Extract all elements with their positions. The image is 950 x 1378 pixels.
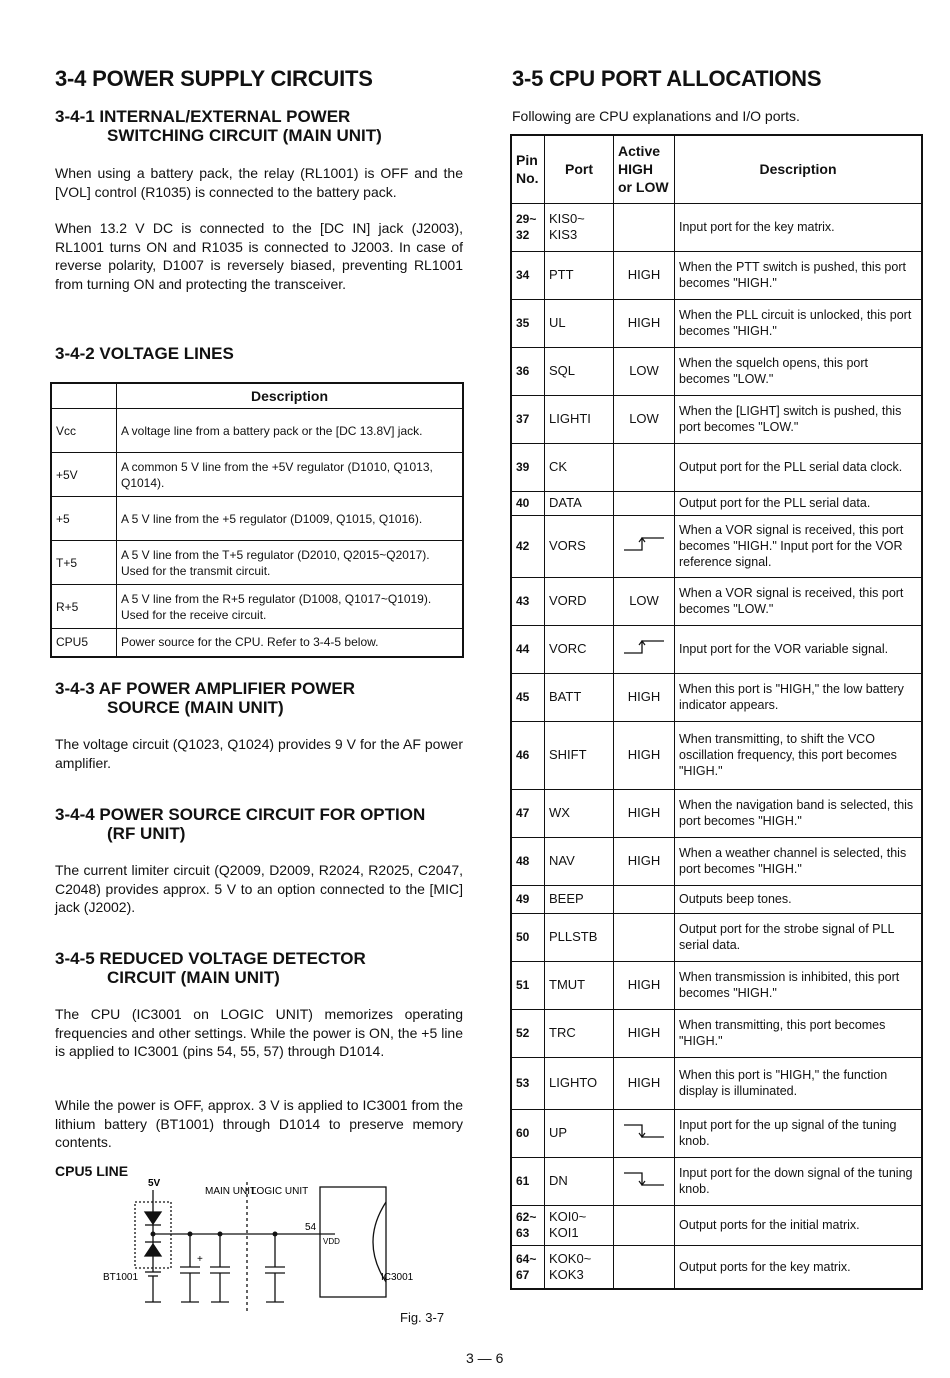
label-5v: 5V bbox=[148, 1178, 161, 1189]
port-name: CK bbox=[545, 443, 614, 491]
pin-number: 46 bbox=[511, 721, 545, 789]
table-row bbox=[511, 1109, 922, 1157]
title-line: 3-4-1 INTERNAL/EXTERNAL POWER bbox=[55, 107, 351, 126]
pin-number: 42 bbox=[511, 515, 545, 577]
subsection-title-3-4-5 bbox=[55, 949, 475, 987]
active-level bbox=[614, 913, 675, 961]
pin-number: 34 bbox=[511, 251, 545, 299]
falling-edge-icon bbox=[614, 1109, 675, 1157]
voltage-line-description: Power source for the CPU. Refer to 3-4-5 below. bbox=[117, 629, 464, 657]
table-row bbox=[511, 577, 922, 625]
active-level: LOW bbox=[614, 347, 675, 395]
pin-number: 45 bbox=[511, 673, 545, 721]
table-row bbox=[511, 789, 922, 837]
table-row bbox=[511, 1157, 922, 1205]
active-level: HIGH bbox=[614, 299, 675, 347]
port-name: VORD bbox=[545, 577, 614, 625]
paragraph: When using a battery pack, the relay (RL1001) is OFF and the [VOL] control (R1035) is connected to the battery pack. bbox=[55, 165, 463, 200]
title-line: CIRCUIT (MAIN UNIT) bbox=[107, 968, 280, 987]
table-row bbox=[511, 1057, 922, 1109]
port-name: UL bbox=[545, 299, 614, 347]
port-description: Output ports for the initial matrix. bbox=[675, 1205, 923, 1245]
figure-caption: Fig. 3-7 bbox=[400, 1310, 445, 1325]
title-line: 3-4-5 REDUCED VOLTAGE DETECTOR bbox=[55, 949, 366, 968]
table-row bbox=[511, 837, 922, 885]
active-level: HIGH bbox=[614, 961, 675, 1009]
port-description: Input port for the down signal of the tuning knob. bbox=[675, 1157, 923, 1205]
cpu-port-table bbox=[510, 134, 923, 1290]
section-title-3-4: 3-4 POWER SUPPLY CIRCUITS bbox=[55, 66, 373, 91]
voltage-line-description: A 5 V line from the R+5 regulator (D1008, Q1017~Q1019). Used for the receive circuit. bbox=[117, 585, 464, 629]
pin-number: 40 bbox=[511, 491, 545, 515]
table-header-row bbox=[51, 383, 463, 409]
label-main-unit: MAIN UNIT bbox=[205, 1186, 257, 1197]
voltage-line-name: T+5 bbox=[51, 541, 117, 585]
active-level: HIGH bbox=[614, 721, 675, 789]
active-level: HIGH bbox=[614, 1009, 675, 1057]
voltage-line-description: A voltage line from a battery pack or the [DC 13.8V] jack. bbox=[117, 409, 464, 453]
port-name: BEEP bbox=[545, 885, 614, 913]
port-name: TRC bbox=[545, 1009, 614, 1057]
port-name: DATA bbox=[545, 491, 614, 515]
pin-number: 47 bbox=[511, 789, 545, 837]
active-level bbox=[614, 1205, 675, 1245]
port-name: NAV bbox=[545, 837, 614, 885]
subsection-title-3-4-4 bbox=[55, 805, 475, 843]
table-row bbox=[511, 913, 922, 961]
port-description: Output ports for the key matrix. bbox=[675, 1245, 923, 1289]
label-pin-54: 54 bbox=[305, 1222, 317, 1233]
title-line: 3-4-4 POWER SOURCE CIRCUIT FOR OPTION bbox=[55, 805, 426, 824]
pin-number: 64~ 67 bbox=[511, 1245, 545, 1289]
port-description: Output port for the PLL serial data. bbox=[675, 491, 923, 515]
pin-number: 51 bbox=[511, 961, 545, 1009]
table-row bbox=[511, 721, 922, 789]
table-row bbox=[51, 497, 463, 541]
pin-number: 62~ 63 bbox=[511, 1205, 545, 1245]
title-line: SOURCE (MAIN UNIT) bbox=[107, 698, 284, 717]
table-header-cell: Description bbox=[117, 383, 464, 409]
port-name: VORS bbox=[545, 515, 614, 577]
table-row bbox=[511, 1245, 922, 1289]
port-description: When transmitting, to shift the VCO oscillation frequency, this port becomes "HIGH." bbox=[675, 721, 923, 789]
active-level: HIGH bbox=[614, 837, 675, 885]
table-row bbox=[511, 491, 922, 515]
active-level: HIGH bbox=[614, 789, 675, 837]
pin-number: 52 bbox=[511, 1009, 545, 1057]
voltage-line-description: A 5 V line from the +5 regulator (D1009, Q1015, Q1016). bbox=[117, 497, 464, 541]
paragraph: The voltage circuit (Q1023, Q1024) provides 9 V for the AF power amplifier. bbox=[55, 736, 463, 771]
paragraph: Following are CPU explanations and I/O ports. bbox=[512, 108, 800, 124]
paragraph: While the power is OFF, approx. 3 V is applied to IC3001 from the lithium battery (BT1001) through D1014 to preserve memory contents. bbox=[55, 1097, 463, 1150]
port-name: LIGHTI bbox=[545, 395, 614, 443]
active-level: LOW bbox=[614, 395, 675, 443]
label-logic-unit: LOGIC UNIT bbox=[251, 1186, 309, 1197]
table-header-description: Description bbox=[675, 135, 923, 203]
voltage-lines-table bbox=[50, 382, 464, 658]
table-row bbox=[511, 1205, 922, 1245]
falling-edge-icon bbox=[614, 1157, 675, 1205]
table-row bbox=[51, 629, 463, 657]
table-row bbox=[511, 673, 922, 721]
active-level bbox=[614, 203, 675, 251]
port-name: WX bbox=[545, 789, 614, 837]
port-name: PLLSTB bbox=[545, 913, 614, 961]
pin-number: 53 bbox=[511, 1057, 545, 1109]
voltage-line-name: +5V bbox=[51, 453, 117, 497]
pin-number: 60 bbox=[511, 1109, 545, 1157]
title-line: 3-4-3 AF POWER AMPLIFIER POWER bbox=[55, 679, 356, 698]
table-header-row bbox=[511, 135, 922, 203]
pin-number: 37 bbox=[511, 395, 545, 443]
table-row bbox=[511, 347, 922, 395]
table-row bbox=[511, 1009, 922, 1057]
port-description: When the PLL circuit is unlocked, this port becomes "HIGH." bbox=[675, 299, 923, 347]
table-header-pin: Pin No. bbox=[511, 135, 545, 203]
port-name: SHIFT bbox=[545, 721, 614, 789]
pin-number: 48 bbox=[511, 837, 545, 885]
table-row bbox=[51, 409, 463, 453]
port-description: When the navigation band is selected, this port becomes "HIGH." bbox=[675, 789, 923, 837]
port-description: When the squelch opens, this port becomes "LOW." bbox=[675, 347, 923, 395]
table-row bbox=[511, 443, 922, 491]
port-name: KIS0~ KIS3 bbox=[545, 203, 614, 251]
cpu5-line-schematic bbox=[95, 1172, 435, 1322]
subsection-title-3-4-2: 3-4-2 VOLTAGE LINES bbox=[55, 344, 234, 363]
port-name: KOI0~ KOI1 bbox=[545, 1205, 614, 1245]
active-level: HIGH bbox=[614, 673, 675, 721]
voltage-line-description: A 5 V line from the T+5 regulator (D2010, Q2015~Q2017). Used for the transmit circuit. bbox=[117, 541, 464, 585]
port-description: Input port for the key matrix. bbox=[675, 203, 923, 251]
active-level bbox=[614, 491, 675, 515]
pin-number: 49 bbox=[511, 885, 545, 913]
title-line: (RF UNIT) bbox=[107, 824, 186, 843]
port-name: DN bbox=[545, 1157, 614, 1205]
pin-number: 44 bbox=[511, 625, 545, 673]
pin-number: 35 bbox=[511, 299, 545, 347]
port-description: Output port for the PLL serial data clock. bbox=[675, 443, 923, 491]
page-number: 3 — 6 bbox=[466, 1350, 504, 1366]
section-title-3-5: 3-5 CPU PORT ALLOCATIONS bbox=[512, 66, 822, 91]
port-description: Output port for the strobe signal of PLL serial data. bbox=[675, 913, 923, 961]
port-description: When this port is "HIGH," the function display is illuminated. bbox=[675, 1057, 923, 1109]
active-level: HIGH bbox=[614, 1057, 675, 1109]
table-row bbox=[51, 541, 463, 585]
paragraph: The CPU (IC3001 on LOGIC UNIT) memorizes operating frequencies and other settings. While the power is ON, the +5 line is applied to IC3001 (pins 54, 55, 57) through D1014. bbox=[55, 1006, 463, 1059]
pin-number: 39 bbox=[511, 443, 545, 491]
active-level bbox=[614, 885, 675, 913]
port-name: KOK0~ KOK3 bbox=[545, 1245, 614, 1289]
active-level bbox=[614, 443, 675, 491]
port-description: Input port for the up signal of the tuning knob. bbox=[675, 1109, 923, 1157]
voltage-line-name: R+5 bbox=[51, 585, 117, 629]
voltage-line-description: A common 5 V line from the +5V regulator (D1010, Q1013, Q1014). bbox=[117, 453, 464, 497]
rising-edge-icon bbox=[614, 625, 675, 673]
port-description: When a VOR signal is received, this port becomes "HIGH." Input port for the VOR reference signal. bbox=[675, 515, 923, 577]
table-row bbox=[51, 585, 463, 629]
voltage-line-name: +5 bbox=[51, 497, 117, 541]
port-description: When the PTT switch is pushed, this port becomes "HIGH." bbox=[675, 251, 923, 299]
table-row bbox=[511, 251, 922, 299]
port-description: When this port is "HIGH," the low battery indicator appears. bbox=[675, 673, 923, 721]
rising-edge-icon bbox=[614, 515, 675, 577]
active-level: HIGH bbox=[614, 251, 675, 299]
table-header-active: Active HIGH or LOW bbox=[614, 135, 675, 203]
port-description: When a weather channel is selected, this port becomes "HIGH." bbox=[675, 837, 923, 885]
port-name: VORC bbox=[545, 625, 614, 673]
port-name: BATT bbox=[545, 673, 614, 721]
pin-number: 50 bbox=[511, 913, 545, 961]
port-name: PTT bbox=[545, 251, 614, 299]
table-row bbox=[51, 453, 463, 497]
table-row bbox=[511, 299, 922, 347]
subsection-title-3-4-1 bbox=[55, 107, 475, 145]
pin-number: 36 bbox=[511, 347, 545, 395]
table-header-cell bbox=[51, 383, 117, 409]
port-name: UP bbox=[545, 1109, 614, 1157]
port-name: SQL bbox=[545, 347, 614, 395]
active-level: LOW bbox=[614, 577, 675, 625]
active-level bbox=[614, 1245, 675, 1289]
table-row bbox=[511, 203, 922, 251]
table-row bbox=[511, 885, 922, 913]
port-description: When transmitting, this port becomes "HIGH." bbox=[675, 1009, 923, 1057]
paragraph: The current limiter circuit (Q2009, D2009, R2024, R2025, C2047, C2048) provides approx. 5 V to an option connected to the [MIC] jack (J2002). bbox=[55, 862, 463, 915]
port-description: Input port for the VOR variable signal. bbox=[675, 625, 923, 673]
port-description: When transmission is inhibited, this port becomes "HIGH." bbox=[675, 961, 923, 1009]
title-line: SWITCHING CIRCUIT (MAIN UNIT) bbox=[107, 126, 382, 145]
paragraph: When 13.2 V DC is connected to the [DC IN] jack (J2003), RL1001 turns ON and R1035 is connected to J2003. In case of reverse polarity, D1007 is reversely biased, preventing RL1001 from turning ON and protecting the transceiver. bbox=[55, 220, 463, 292]
voltage-line-name: Vcc bbox=[51, 409, 117, 453]
pin-number: 29~ 32 bbox=[511, 203, 545, 251]
table-row bbox=[511, 961, 922, 1009]
pin-number: 61 bbox=[511, 1157, 545, 1205]
cpu5-line-label: CPU5 LINE bbox=[55, 1163, 129, 1179]
label-vdd: VDD bbox=[323, 1237, 340, 1246]
port-name: TMUT bbox=[545, 961, 614, 1009]
label-plus: + bbox=[197, 1254, 203, 1265]
port-name: LIGHTO bbox=[545, 1057, 614, 1109]
table-row bbox=[511, 395, 922, 443]
table-header-port: Port bbox=[545, 135, 614, 203]
table-row bbox=[511, 515, 922, 577]
subsection-title-3-4-3 bbox=[55, 679, 475, 717]
port-description: When a VOR signal is received, this port becomes "LOW." bbox=[675, 577, 923, 625]
label-bt1001: BT1001 bbox=[103, 1272, 139, 1283]
label-ic3001: IC3001 bbox=[381, 1272, 414, 1283]
port-description: When the [LIGHT] switch is pushed, this port becomes "LOW." bbox=[675, 395, 923, 443]
table-row bbox=[511, 625, 922, 673]
voltage-line-name: CPU5 bbox=[51, 629, 117, 657]
pin-number: 43 bbox=[511, 577, 545, 625]
port-description: Outputs beep tones. bbox=[675, 885, 923, 913]
